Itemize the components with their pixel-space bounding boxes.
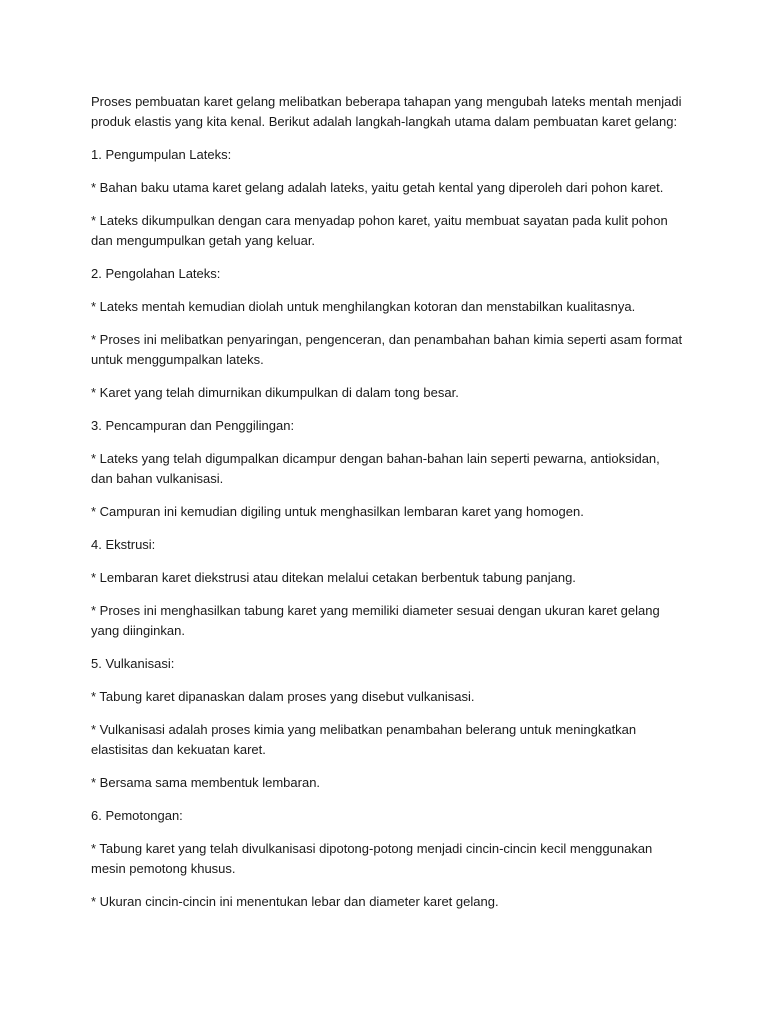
section-heading: 4. Ekstrusi: bbox=[91, 537, 156, 552]
bullet-item: * Vulkanisasi adalah proses kimia yang melibatkan penambahan belerang untuk meningkatkan elastisitas dan kekuatan karet. bbox=[91, 722, 637, 757]
section-heading: 5. Vulkanisasi: bbox=[91, 656, 175, 671]
section-heading: 1. Pengumpulan Lateks: bbox=[91, 147, 232, 162]
section-heading: 2. Pengolahan Lateks: bbox=[91, 266, 221, 281]
bullet-item: * Karet yang telah dimurnikan dikumpulkan di dalam tong besar. bbox=[91, 385, 459, 400]
bullet-item: * Lateks mentah kemudian diolah untuk menghilangkan kotoran dan menstabilkan kualitasnya. bbox=[91, 299, 636, 314]
bullet-item: * Proses ini melibatkan penyaringan, pengenceran, dan penambahan bahan kimia seperti asam format untuk menggumpalkan lateks. bbox=[91, 332, 683, 367]
document-body bbox=[91, 92, 683, 925]
section-heading: 6. Pemotongan: bbox=[91, 808, 183, 823]
section-heading: 3. Pencampuran dan Penggilingan: bbox=[91, 418, 295, 433]
bullet-item: * Tabung karet yang telah divulkanisasi dipotong-potong menjadi cincin-cincin kecil menggunakan mesin pemotong khusus. bbox=[91, 841, 653, 876]
bullet-item: * Tabung karet dipanaskan dalam proses yang disebut vulkanisasi. bbox=[91, 689, 475, 704]
bullet-item: * Bersama sama membentuk lembaran. bbox=[91, 775, 321, 790]
bullet-item: * Lembaran karet diekstrusi atau ditekan melalui cetakan berbentuk tabung panjang. bbox=[91, 570, 576, 585]
bullet-item: * Lateks dikumpulkan dengan cara menyadap pohon karet, yaitu membuat sayatan pada kulit pohon dan mengumpulkan getah yang keluar. bbox=[91, 213, 668, 248]
bullet-item: * Campuran ini kemudian digiling untuk menghasilkan lembaran karet yang homogen. bbox=[91, 504, 584, 519]
bullet-item: * Bahan baku utama karet gelang adalah lateks, yaitu getah kental yang diperoleh dari pohon karet. bbox=[91, 180, 664, 195]
bullet-item: * Proses ini menghasilkan tabung karet yang memiliki diameter sesuai dengan ukuran karet gelang yang diinginkan. bbox=[91, 603, 660, 638]
bullet-item: * Lateks yang telah digumpalkan dicampur dengan bahan-bahan lain seperti pewarna, antioksidan, dan bahan vulkanisasi. bbox=[91, 451, 660, 486]
bullet-item: * Ukuran cincin-cincin ini menentukan lebar dan diameter karet gelang. bbox=[91, 894, 499, 909]
intro-paragraph: Proses pembuatan karet gelang melibatkan beberapa tahapan yang mengubah lateks mentah menjadi produk elastis yang kita kenal. Berikut adalah langkah-langkah utama dalam pembuatan karet gelang: bbox=[91, 94, 682, 129]
